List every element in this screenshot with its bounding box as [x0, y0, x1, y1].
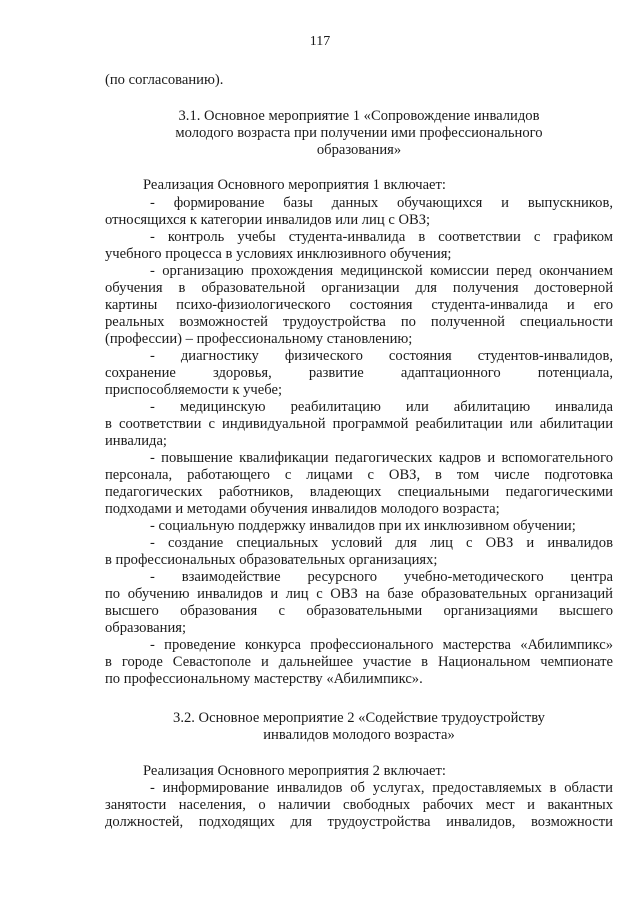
body-line: - формирование базы данных обучающихся и выпускников,: [150, 195, 613, 211]
previous-text-tail: (по согласованию).: [105, 72, 224, 88]
body-line: - информирование инвалидов об услугах, предоставляемых в области: [150, 780, 613, 796]
body-line: в соответствии с индивидуальной программой реабилитации или абилитации: [105, 416, 613, 432]
body-line: относящихся к категории инвалидов или лиц с ОВЗ;: [105, 212, 431, 228]
body-line: - проведение конкурса профессионального мастерства «Абилимпикс»: [150, 637, 613, 653]
body-line: по профессиональному мастерству «Абилимпикс».: [105, 671, 423, 687]
body-line: обучения в образовательной организации для получения достоверной: [105, 280, 613, 296]
body-line: - взаимодействие ресурсного учебно-методического центра: [150, 569, 613, 585]
body-line: в профессиональных образовательных организациях;: [105, 552, 438, 568]
body-line: картины психо-физиологического состояния студента-инвалида и его: [105, 297, 613, 313]
body-line: - контроль учебы студента-инвалида в соответствии с графиком: [150, 229, 613, 245]
body-line: педагогических работников, владеющих специальными педагогическими: [105, 484, 613, 500]
body-line: персонала, работающего с лицами с ОВЗ, в том числе подготовка: [105, 467, 613, 483]
body-line: - медицинскую реабилитацию или абилитацию инвалида: [150, 399, 613, 415]
body-line: - диагностику физического состояния студентов-инвалидов,: [150, 348, 613, 364]
section-heading-line: молодого возраста при получении ими профессионального: [175, 125, 543, 141]
section-intro: Реализация Основного мероприятия 2 включает:: [143, 763, 446, 779]
body-line: в городе Севастополе и дальнейшее участие в Национальном чемпионате: [105, 654, 613, 670]
body-line: учебного процесса в условиях инклюзивного обучения;: [105, 246, 452, 262]
body-line: образования;: [105, 620, 187, 636]
body-line: подходами и методами обучения инвалидов молодого возраста;: [105, 501, 500, 517]
body-line: - социальную поддержку инвалидов при их инклюзивном обучении;: [150, 518, 576, 534]
body-line: - повышение квалификации педагогических кадров и вспомогательного: [150, 450, 613, 466]
body-line: (профессии) – профессиональному становлению;: [105, 331, 413, 347]
body-line: должностей, подходящих для трудоустройства инвалидов, возможности: [105, 814, 613, 830]
body-line: сохранение здоровья, развитие адаптационного потенциала,: [105, 365, 613, 381]
body-line: по обучению инвалидов и лиц с ОВЗ на базе образовательных организаций: [105, 586, 613, 602]
body-line: реальных возможностей трудоустройства по полученной специальности: [105, 314, 613, 330]
body-line: занятости населения, о наличии свободных рабочих мест и вакантных: [105, 797, 613, 813]
page-number: 117: [309, 34, 331, 49]
section-heading-line: 3.1. Основное мероприятие 1 «Сопровождение инвалидов: [178, 108, 540, 124]
body-line: - создание специальных условий для лиц с ОВЗ и инвалидов: [150, 535, 613, 551]
section-heading-line: 3.2. Основное мероприятие 2 «Содействие трудоустройству: [173, 710, 545, 726]
body-line: инвалида;: [105, 433, 167, 449]
section-heading-line: образования»: [316, 142, 402, 158]
body-line: высшего образования с образовательными организациями высшего: [105, 603, 613, 619]
body-line: - организацию прохождения медицинской комиссии перед окончанием: [150, 263, 613, 279]
body-line: приспособляемости к учебе;: [105, 382, 282, 398]
section-heading-line: инвалидов молодого возраста»: [263, 727, 455, 743]
section-intro: Реализация Основного мероприятия 1 включает:: [143, 177, 446, 193]
